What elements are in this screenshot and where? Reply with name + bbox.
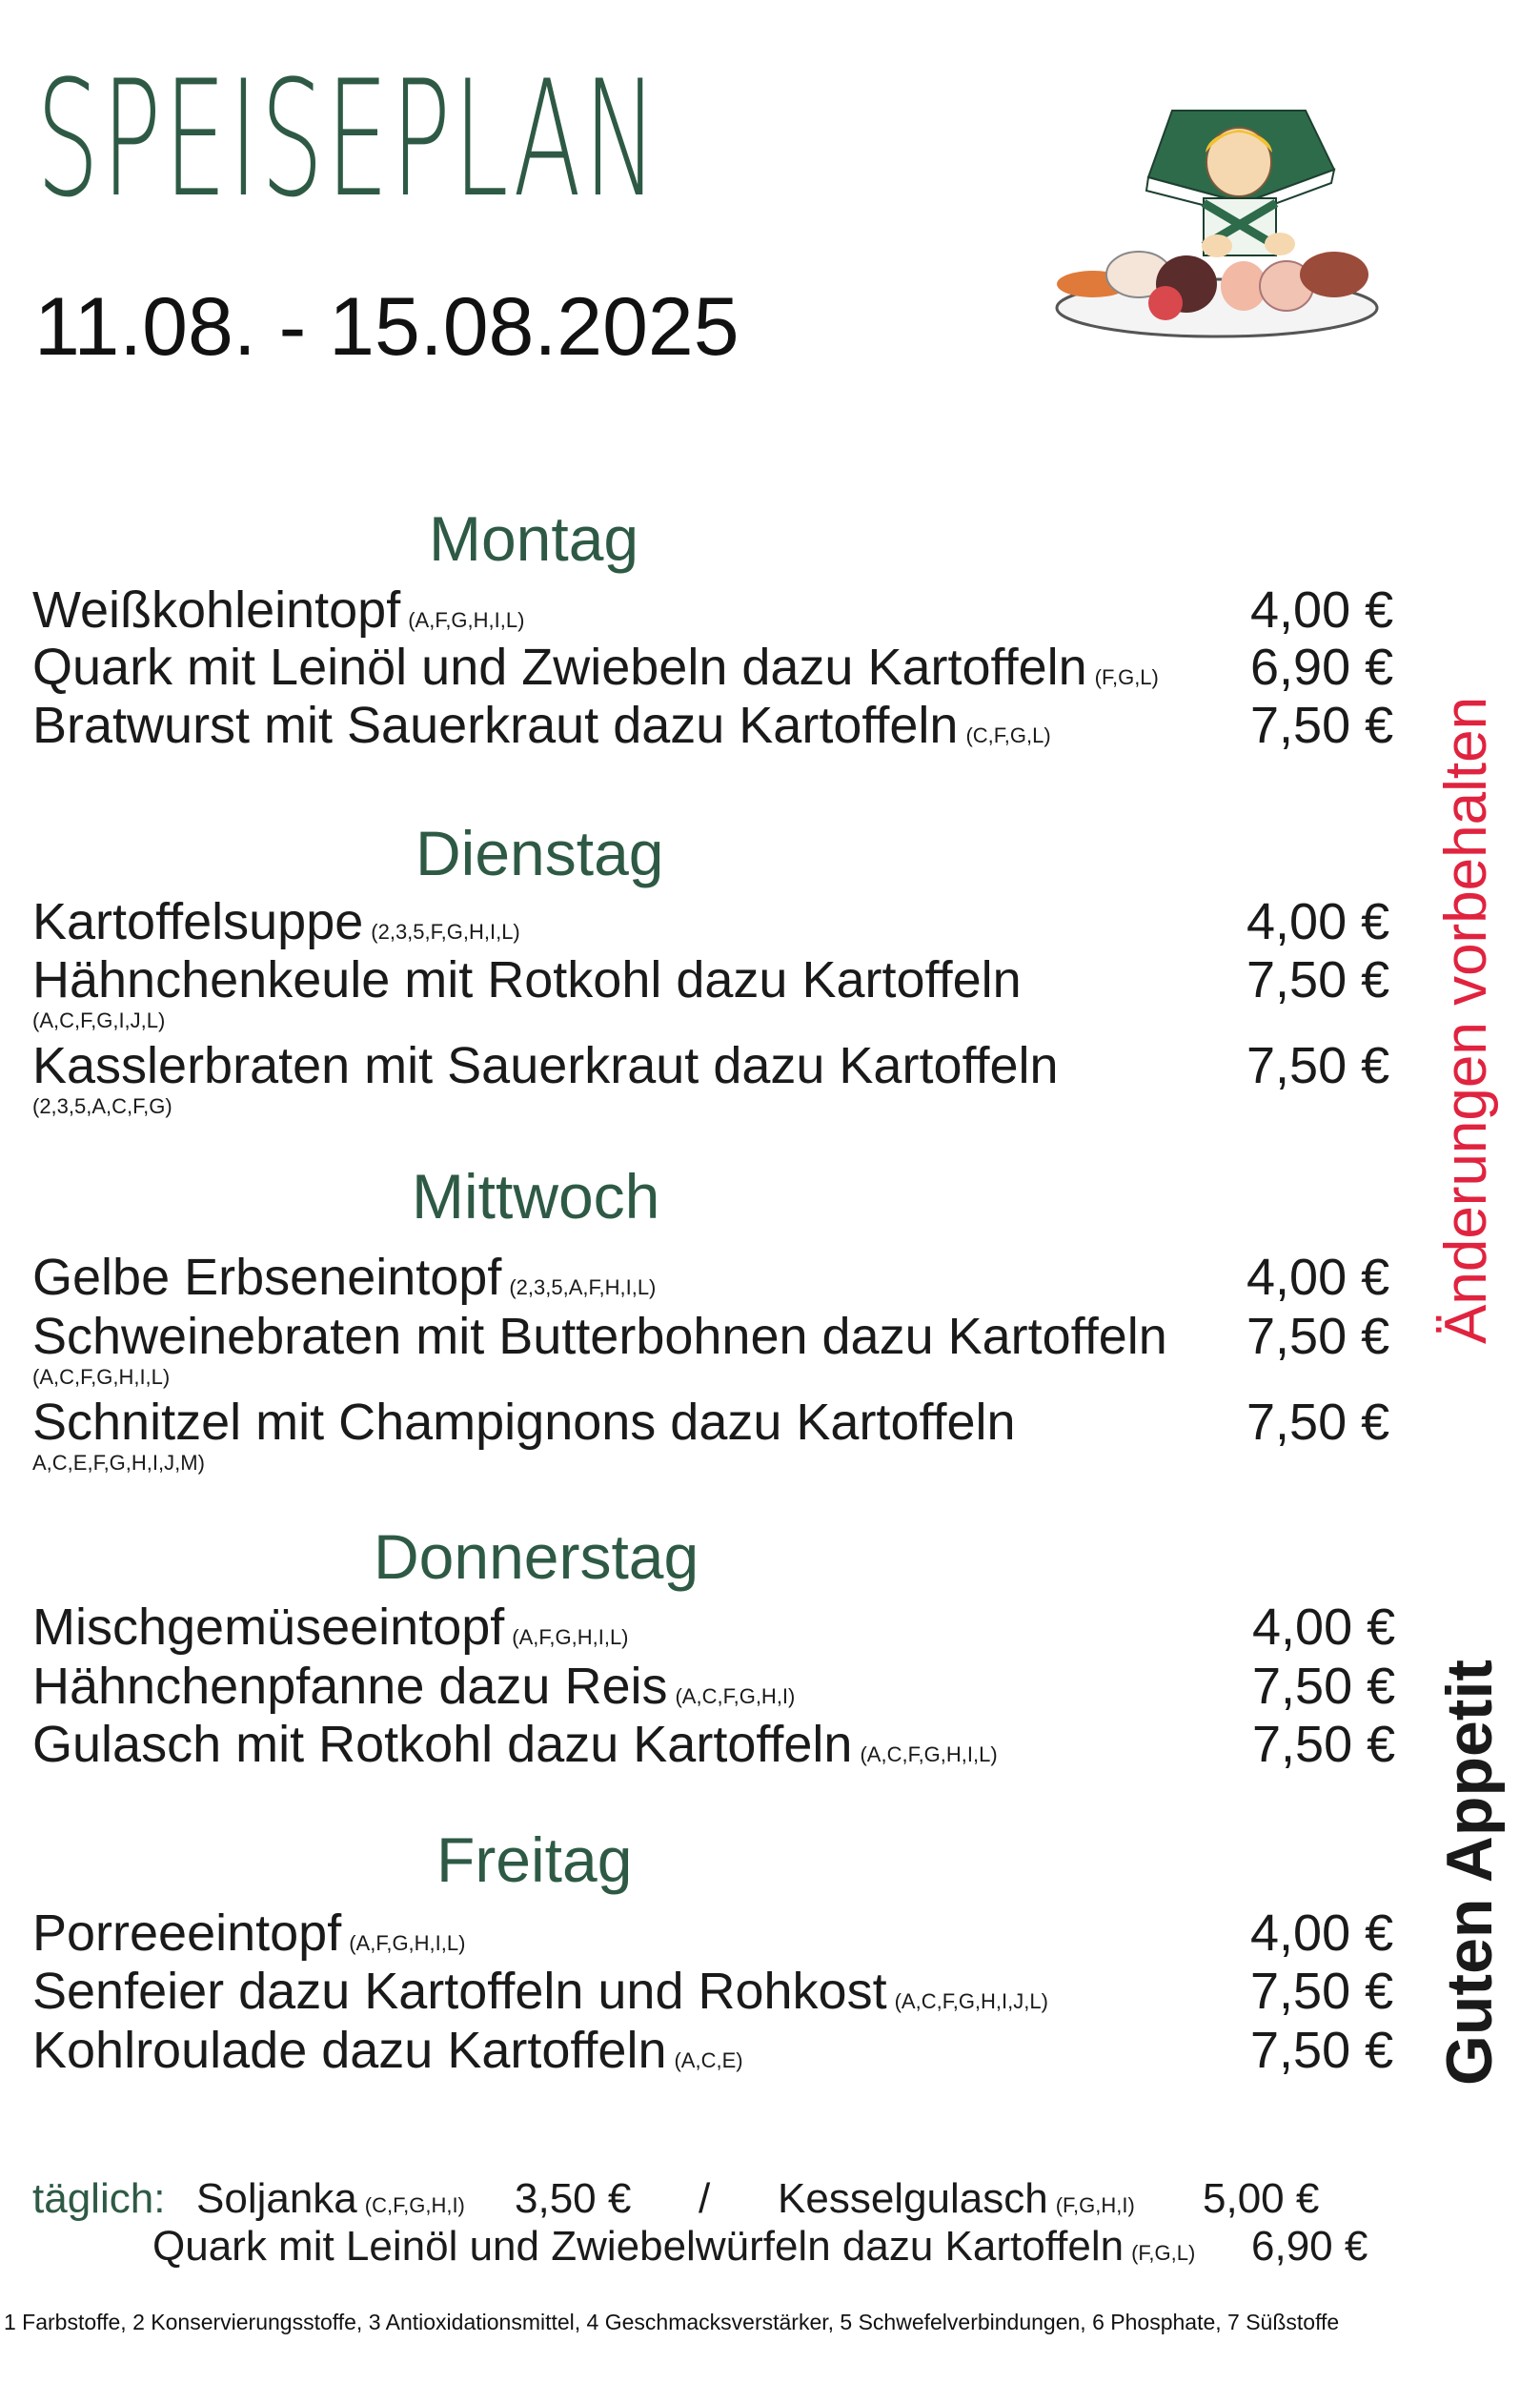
dish-name: Gulasch mit Rotkohl dazu Kartoffeln (A,C,F,G,H,I,L) <box>32 1716 998 1773</box>
dish-name: Senfeier dazu Kartoffeln und Rohkost (A,C,F,G,H,I,J,L) <box>32 1963 1048 2020</box>
page-title: SPEISEPLAN <box>36 46 660 233</box>
day-heading-donnerstag: Donnerstag <box>374 1521 699 1592</box>
price: 7,50 € <box>1250 697 1394 754</box>
allergens: (A,F,G,H,I,L) <box>408 608 525 632</box>
allergens: (A,C,F,G,H,I,L) <box>860 1742 998 1766</box>
price: 7,50 € <box>1246 1308 1390 1365</box>
day-heading-freitag: Freitag <box>436 1824 633 1895</box>
menu-item <box>32 1037 1405 1118</box>
daily-separator: / <box>699 2175 711 2222</box>
dish-name: Quark mit Leinöl und Zwiebeln dazu Kartoffeln (F,G,L) <box>32 639 1159 696</box>
dish-name: Mischgemüseeintopf (A,F,G,H,I,L) <box>32 1599 629 1656</box>
allergens: (A,C,F,G,H,I,L) <box>32 1365 171 1389</box>
price: 7,50 € <box>1250 2022 1394 2079</box>
menu-item <box>32 1716 1405 1773</box>
allergens: (A,C,F,G,I,J,L) <box>32 1008 166 1032</box>
day-heading-dienstag: Dienstag <box>415 818 664 888</box>
dish-name: Kohlroulade dazu Kartoffeln (A,C,E) <box>32 2022 743 2079</box>
day-heading-montag: Montag <box>429 503 639 574</box>
daily-price-soljanka: 3,50 € <box>515 2175 632 2222</box>
daily-label: täglich: <box>32 2175 166 2222</box>
dish-name: Bratwurst mit Sauerkraut dazu Kartoffeln (C,F,G,L) <box>32 697 1051 754</box>
daily-item-soljanka: Soljanka (C,F,G,H,I) <box>196 2175 465 2222</box>
price: 4,00 € <box>1252 1599 1396 1656</box>
daily-price-quark: 6,90 € <box>1251 2223 1368 2270</box>
price: 4,00 € <box>1246 893 1390 950</box>
menu-item <box>32 1394 1405 1475</box>
allergens: (2,3,5,A,C,F,G) <box>32 1094 172 1118</box>
allergens: A,C,E,F,G,H,I,J,M) <box>32 1451 205 1475</box>
menu-item <box>32 1904 1405 1962</box>
menu-item <box>32 1308 1405 1389</box>
price: 7,50 € <box>1246 1394 1390 1451</box>
allergens: (F,G,L) <box>1094 665 1159 689</box>
changes-reserved-note: Änderungen vorbehalten <box>1433 696 1499 1344</box>
daily-item-quark: Quark mit Leinöl und Zwiebelwürfeln dazu Kartoffeln (F,G,L) <box>152 2223 1196 2270</box>
dish-name: Schnitzel mit Champignons dazu Kartoffeln <box>32 1394 1016 1451</box>
price: 7,50 € <box>1252 1716 1396 1773</box>
menu-item <box>32 639 1405 696</box>
guten-appetit-note: Guten Appetit <box>1433 1660 1506 2086</box>
menu-item <box>32 1963 1405 2020</box>
allergens: (A,F,G,H,I,L) <box>512 1625 629 1649</box>
dish-name: Weißkohleintopf (A,F,G,H,I,L) <box>32 581 525 639</box>
price: 4,00 € <box>1246 1249 1390 1306</box>
allergens: (A,F,G,H,I,L) <box>349 1931 466 1955</box>
menu-item <box>32 581 1405 639</box>
dish-name: Gelbe Erbseneintopf (2,3,5,A,F,H,I,L) <box>32 1249 657 1306</box>
price: 7,50 € <box>1252 1658 1396 1715</box>
menu-item <box>32 697 1405 754</box>
price: 7,50 € <box>1250 1963 1394 2020</box>
allergens: (A,C,F,G,H,I,J,L) <box>894 1989 1048 2013</box>
additives-footnote: 1 Farbstoffe, 2 Konservierungsstoffe, 3 Antioxidationsmittel, 4 Geschmacksverstärker, 5 Schwefelverbindungen, 6 Phosphate, 7 Süßstoffe <box>4 2310 1340 2334</box>
allergens: (2,3,5,A,F,H,I,L) <box>509 1275 657 1299</box>
price: 4,00 € <box>1250 581 1394 639</box>
menu-item <box>32 893 1405 950</box>
allergens: (A,C,F,G,H,I) <box>675 1684 796 1708</box>
day-heading-mittwoch: Mittwoch <box>412 1161 660 1232</box>
allergens: (C,F,G,L) <box>965 723 1051 747</box>
dish-name: Porreeeintopf (A,F,G,H,I,L) <box>32 1904 466 1962</box>
price: 4,00 € <box>1250 1904 1394 1962</box>
daily-price-kesselgulasch: 5,00 € <box>1203 2175 1320 2222</box>
menu-item <box>32 951 1405 1032</box>
price: 6,90 € <box>1250 639 1394 696</box>
dish-name: Schweinebraten mit Butterbohnen dazu Kartoffeln <box>32 1308 1167 1365</box>
allergens: (2,3,5,F,G,H,I,L) <box>371 920 520 944</box>
menu-item <box>32 1599 1405 1656</box>
price: 7,50 € <box>1246 951 1390 1008</box>
menu-item <box>32 1658 1405 1715</box>
dish-name: Hähnchenpfanne dazu Reis (A,C,F,G,H,I) <box>32 1658 796 1715</box>
dish-name: Hähnchenkeule mit Rotkohl dazu Kartoffeln <box>32 951 1022 1008</box>
dish-name: Kasslerbraten mit Sauerkraut dazu Kartoffeln <box>32 1037 1059 1094</box>
dish-name: Kartoffelsuppe (2,3,5,F,G,H,I,L) <box>32 893 520 950</box>
price: 7,50 € <box>1246 1037 1390 1094</box>
allergens: (A,C,E) <box>674 2048 743 2072</box>
daily-item-kesselgulasch: Kesselgulasch (F,G,H,I) <box>778 2175 1135 2222</box>
menu-item <box>32 2022 1405 2079</box>
butcher-mascot-logo <box>1053 103 1382 346</box>
date-range: 11.08. - 15.08.2025 <box>34 281 740 373</box>
menu-item <box>32 1249 1405 1306</box>
